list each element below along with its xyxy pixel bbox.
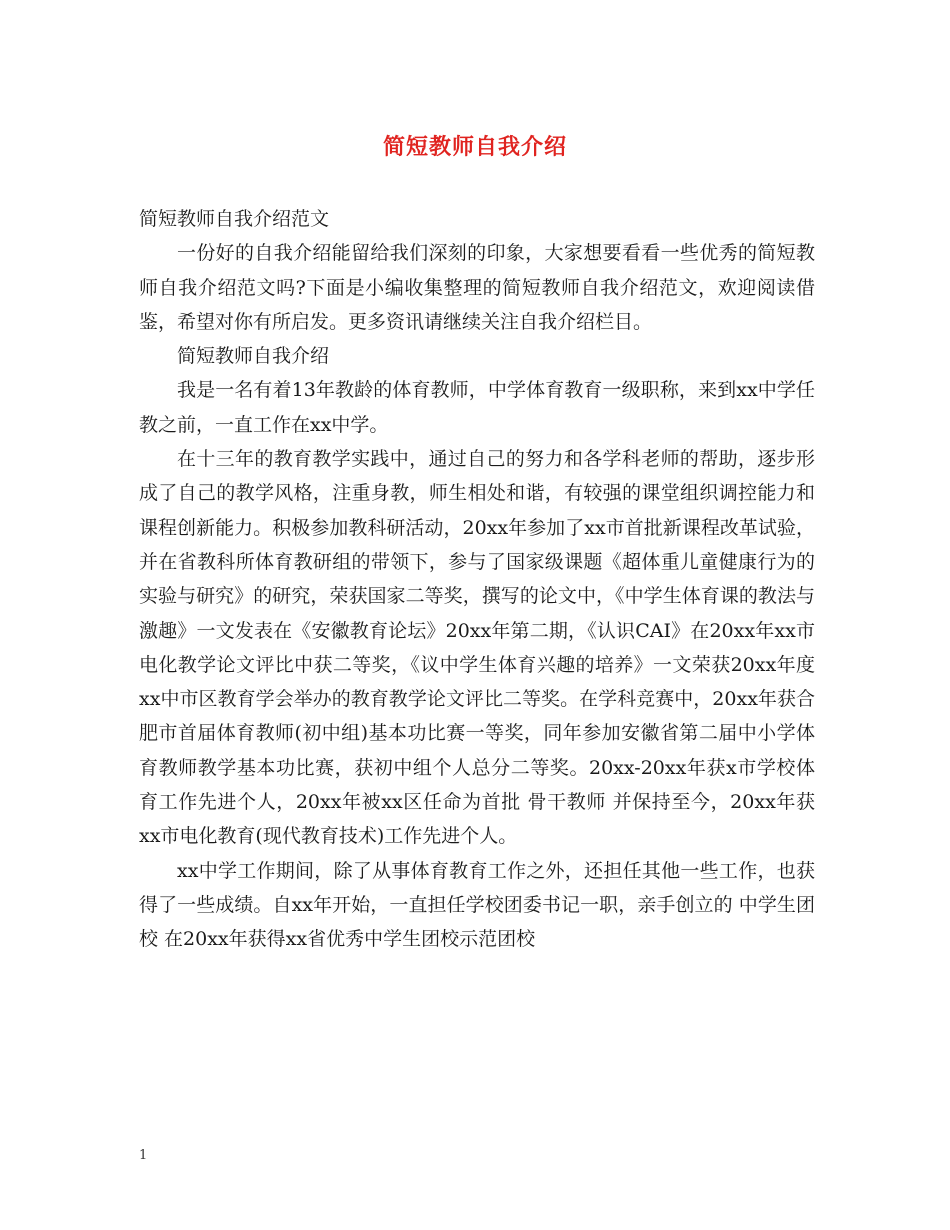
document-body: [139, 202, 815, 957]
paragraph-self-intro: 我是一名有着13年教龄的体育教师，中学体育教育一级职称，来到xx中学任教之前，一直工作在xx中学。: [139, 379, 815, 436]
paragraph-achievements: 在十三年的教育教学实践中，通过自己的努力和各学科老师的帮助，逐步形成了自己的教学风格，注重身教，师生相处和谐，有较强的课堂组织调控能力和课程创新能力。积极参加教科研活动，20xx年参加了xx市首批新课程改革试验，并在省教科所体育教研组的带领下，参与了国家级课题《超体重儿童健康行为的实验与研究》的研究，荣获国家二等奖，撰写的论文中，《中学生体育课的教法与激趣》一文发表在《安徽教育论坛》20xx年第二期，《认识CAI》在20xx年xx市电化教学论文评比中获二等奖，《议中学生体育兴趣的培养》一文荣获20xx年度xx中市区教育学会举办的教育教学论文评比二等奖。在学科竞赛中，20xx年获合肥市首届体育教师(初中组)基本功比赛一等奖，同年参加安徽省第二届中小学体育教师教学基本功比赛，获初中组个人总分二等奖。20xx-20xx年获x市学校体育工作先进个人，20xx年被xx区任命为首批 骨干教师 并保持至今，20xx年获xx市电化教育(现代教育技术)工作先进个人。: [139, 448, 815, 848]
page-number: 1: [139, 1148, 148, 1163]
paragraph-subheading: 简短教师自我介绍: [177, 345, 330, 368]
paragraph-heading: 简短教师自我介绍范文: [139, 208, 330, 230]
document-title: 简短教师自我介绍: [382, 134, 567, 160]
paragraph-intro: 一份好的自我介绍能留给我们深刻的印象，大家想要看看一些优秀的简短教师自我介绍范文吗?下面是小编收集整理的简短教师自我介绍范文，欢迎阅读借鉴，希望对你有所启发。更多资讯请继续关注自我介绍栏目。: [139, 242, 815, 333]
paragraph-other-work: xx中学工作期间，除了从事体育教育工作之外，还担任其他一些工作，也获得了一些成绩。自xx年开始，一直担任学校团委书记一职，亲手创立的 中学生团校 在20xx年获得xx省优秀中学生团校示范团校: [139, 859, 815, 951]
